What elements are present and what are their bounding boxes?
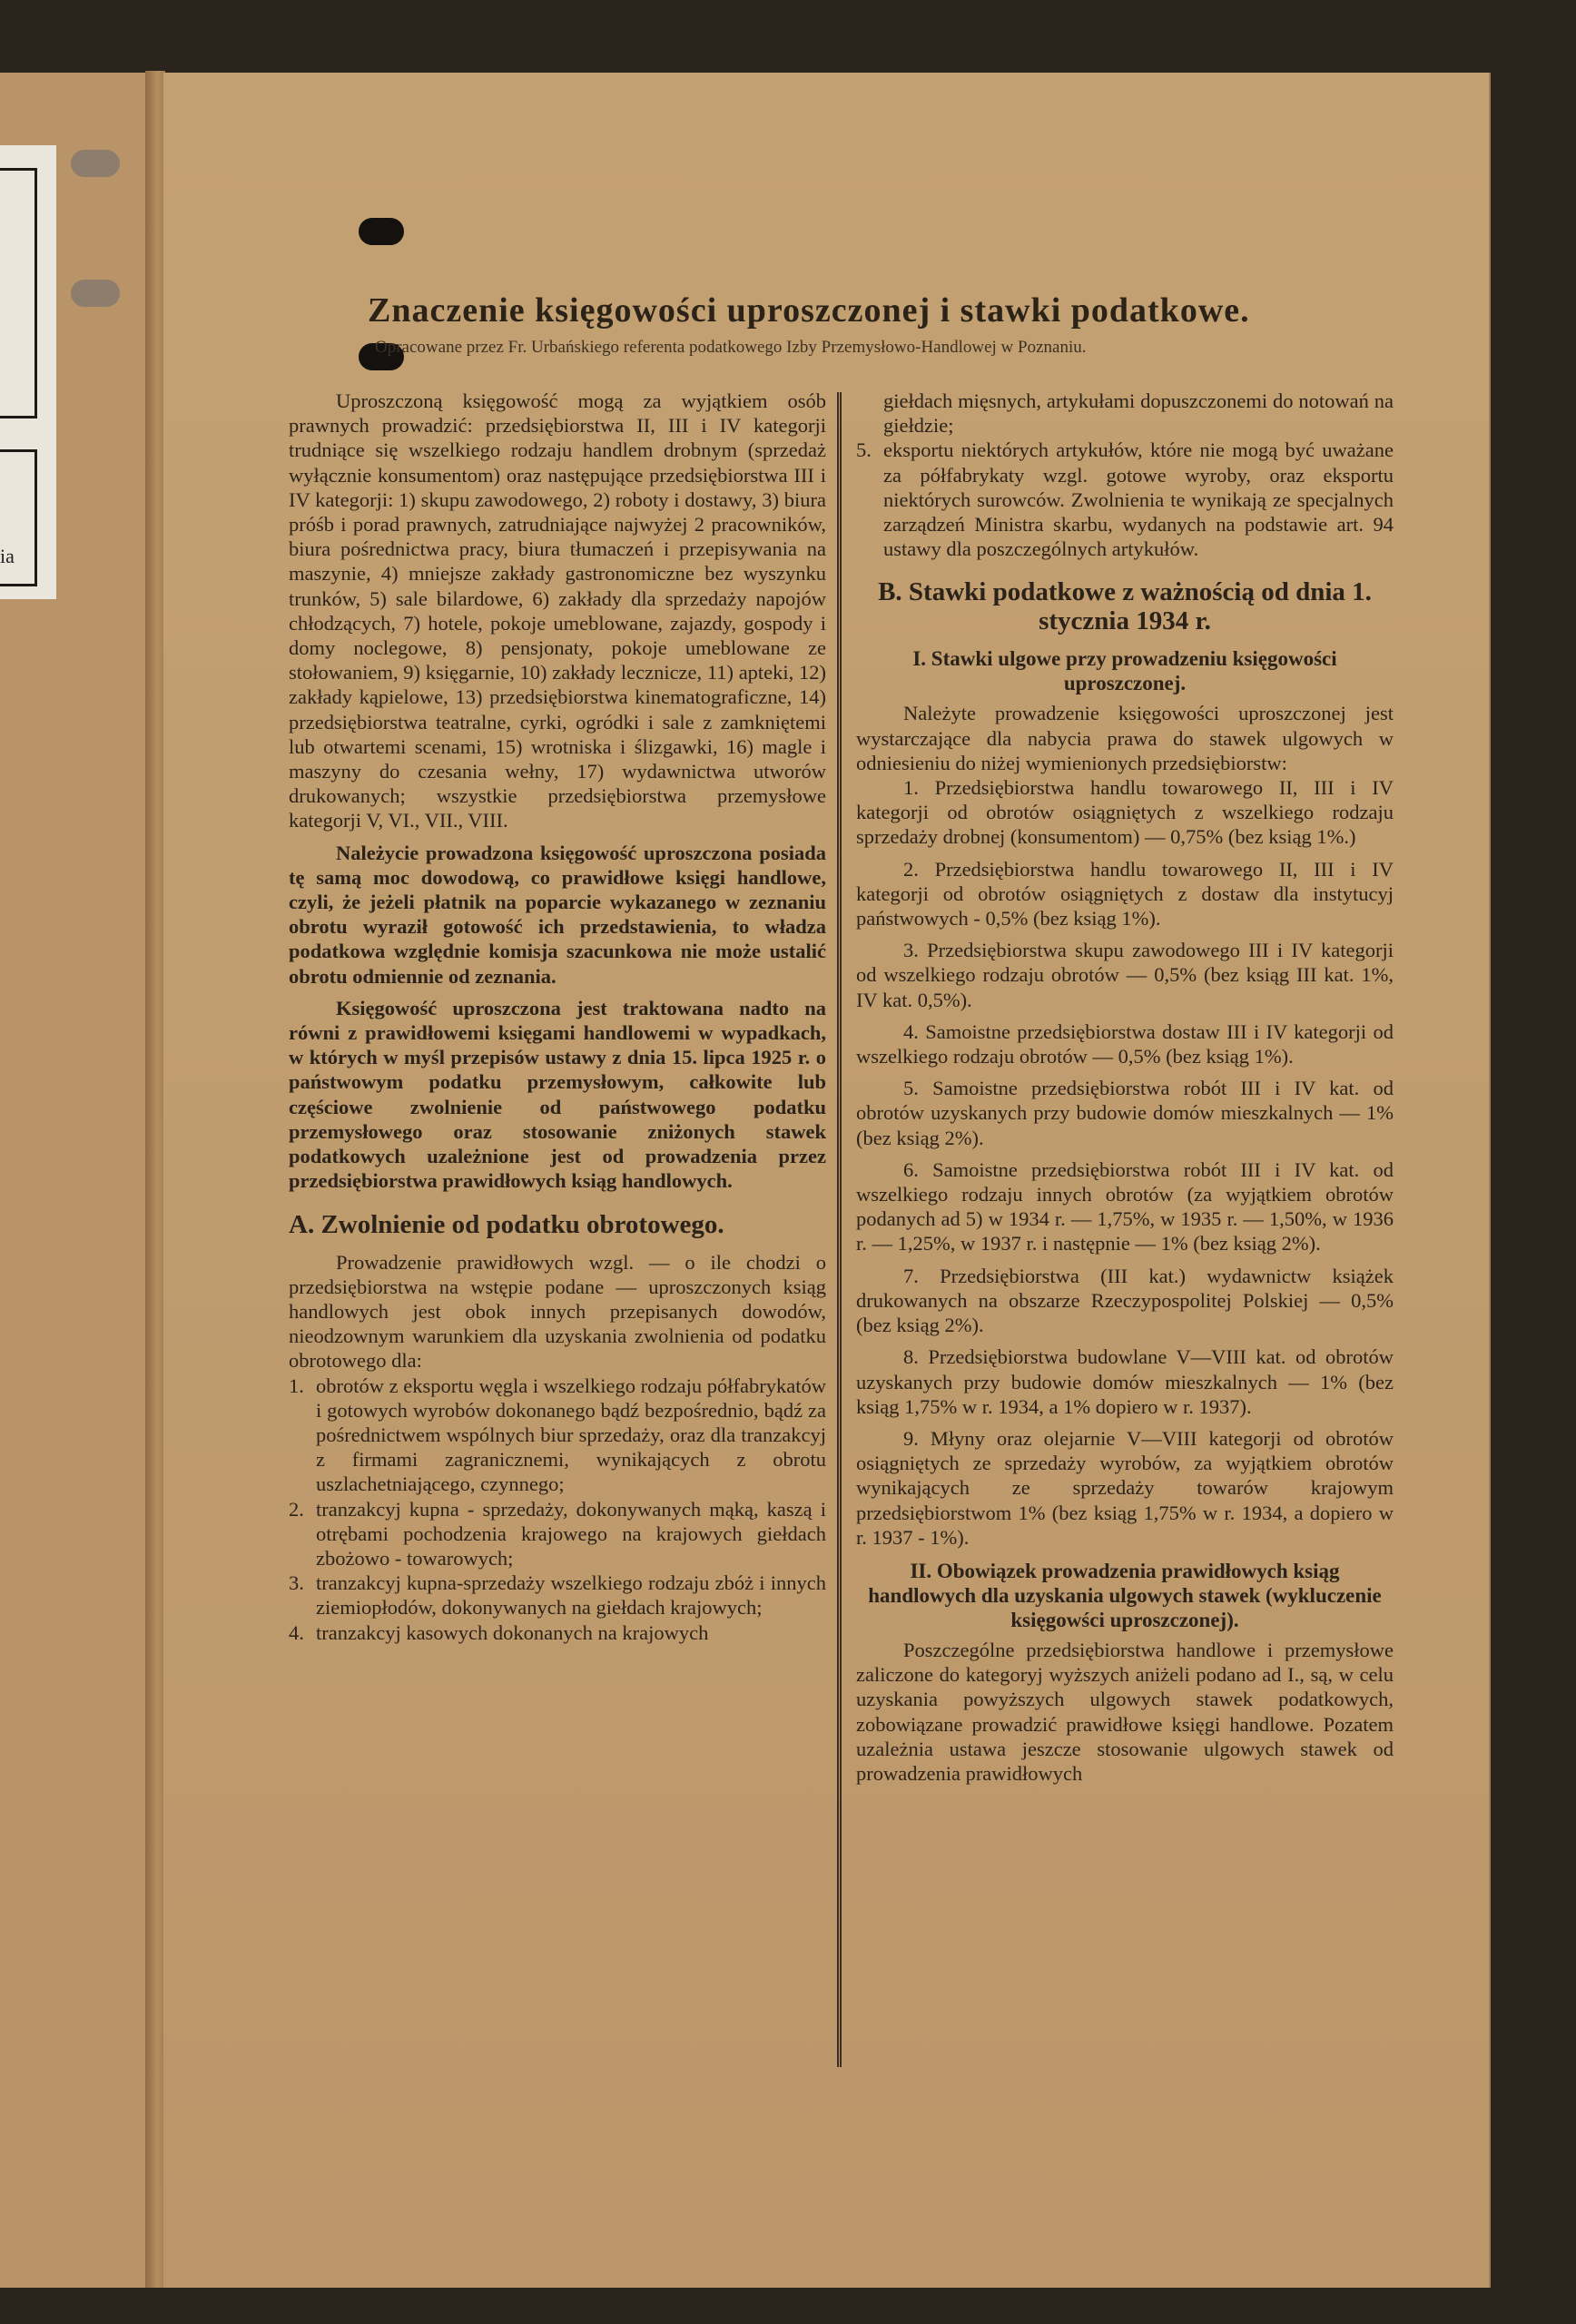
list-text: tranzakcyj kupna - sprzedaży, dokonywanych mąką, kaszą i otrębami pochodzenia krajowego na krajowych giełdach zbożowo - towarowych;: [316, 1497, 826, 1570]
paragraph-bold: Należycie prowadzona księgowość uproszczona posiada tę samą moc dowodową, co prawidłowe księgi handlowe, czyli, że jeżeli płatnik na poparcie wykazanego w zeznaniu obrotu wyraził gotowość ich przedstawienia, to władza podatkowa względnie komisja szacunkowa nie może ustalić obrotu odmiennie od zeznania.: [289, 841, 826, 988]
flap-box: [0, 168, 37, 419]
list-number: 4.: [289, 1620, 304, 1644]
list-text: eksportu niektórych artykułów, które nie mogą być uważane za półfabrykaty wzgl. gotowe wyroby, oraz eksportu niektórych surowców. Zwolnienia te wynikają ze specjalnych zarządzeń Ministra skarbu, wydanych na podstawie art. 94 ustawy dla poszczególnych artykułów.: [883, 438, 1394, 561]
list-item: [289, 1497, 826, 1571]
section-heading-b: B. Stawki podatkowe z ważnością od dnia 1. stycznia 1934 r.: [878, 577, 1372, 636]
paragraph-bold: Księgowość uproszczona jest traktowana nadto na równi z prawidłowemi księgami handlowemi w wypadkach, w których w myśl przepisów ustawy z dnia 15. lipca 1925 r. o państwowym podatku przemysłowym, całkowite lub częściowe zwolnienie od państwowego podatku przemysłowego oraz stosowanie zniżonych stawek podatkowych uzależnione jest od prowadzenia przez przedsiębiorstwa prawidłowych ksiąg handlowych.: [289, 996, 826, 1193]
list-text: obrotów z eksportu węgla i wszelkiego rodzaju półfabrykatów i gotowych wyrobów dokonanego bądź bezpośrednio, bądź za pośrednictwem wspólnych biur sprzedaży, oraz dla tranzakcyj z firmami zagranicznemi, wynikających z obrotu uszlachetniającego, czynnego;: [316, 1374, 826, 1496]
paragraph: Poszczególne przedsiębiorstwa handlowe i przemysłowe zaliczone do kategoryj wyższych aniżeli podano ad I., są, w celu uzyskania powyższych ulgowych stawek podatkowych, zobowiązane prowadzić prawidłowe księgi handlowe. Pozatem uzależnia ustawa jeszcze stosowanie ulgowych stawek od prowadzenia prawidłowych: [856, 1638, 1394, 1785]
document-subtitle: Opracowane przez Fr. Urbańskiego referenta podatkowego Izby Przemysłowo-Handlowej w Poznaniu.: [375, 338, 1087, 357]
list-item: [289, 1571, 826, 1620]
section-heading-a: A. Zwolnienie od podatku obrotowego.: [289, 1209, 724, 1239]
list-text: tranzakcyj kasowych dokonanych na krajowych: [316, 1620, 709, 1644]
rate-item: 1. Przedsiębiorstwa handlu towarowego II, III i IV kategorji od obrotów osiągniętych z wszelkiego rodzaju sprzedaży drobnej (konsumentom) — 0,75% (bez ksiąg 1%.): [856, 776, 1394, 849]
list-number: 3.: [289, 1571, 304, 1595]
flap-text: ia: [0, 545, 15, 567]
rate-item: 9. Młyny oraz olejarnie V—VIII kategorji od obrotów osiągniętych ze sprzedaży wyrobów, za wyjątkiem obrotów wynikających ze sprzedaży towarów krajowym przedsiębiorstwom 1% (bez ksiąg 1,75% w r. 1934, a dopiero w r. 1937 - 1%).: [856, 1426, 1394, 1549]
list-number: 5.: [856, 438, 872, 462]
list-text: tranzakcyj kupna-sprzedaży wszelkiego rodzaju zbóż i innych ziemiopłodów, dokonywanych na giełdach krajowych;: [316, 1571, 826, 1620]
paragraph: Należyte prowadzenie księgowości uproszczonej jest wystarczające dla nabycia prawa do stawek ulgowych w odniesieniu do niżej wymienionych przedsiębiorstw:: [856, 702, 1394, 774]
binding-spine: [145, 71, 165, 2288]
right-column: [856, 389, 1394, 1786]
exemption-list: [289, 1374, 826, 1645]
punch-hole: [71, 150, 120, 177]
rate-item: 6. Samoistne przedsiębiorstwa robót III i IV kat. od wszelkiego rodzaju innych obrotów (za wyjątkiem obrotów podanych ad 5) w 1934 r. — 1,75%, w 1935 r. — 1,50%, w 1936 r. — 1,25%, w 1937 r. i następnie — 1% (bez ksiąg 2%).: [856, 1157, 1394, 1256]
paragraph-continued: giełdach mięsnych, artykułami dopuszczonemi do notowań na giełdzie;: [883, 389, 1394, 438]
punch-hole: [359, 218, 404, 245]
rate-item: 8. Przedsiębiorstwa budowlane V—VIII kat. od obrotów uzyskanych przy budowie domów mieszkalnych — 1% (bez ksiąg 1,75% w r. 1934, a 1% dopiero w r. 1937).: [856, 1345, 1394, 1418]
punch-hole: [71, 280, 120, 307]
rate-item: 7. Przedsiębiorstwa (III kat.) wydawnictw książek drukowanych na obszarze Rzeczypospolitej Polskiej — 0,5% (bez ksiąg 2%).: [856, 1264, 1394, 1337]
exemption-list-continued: [856, 438, 1394, 561]
rate-item: 4. Samoistne przedsiębiorstwa dostaw III i IV kategorji od wszelkiego rodzaju obrotów — 0,5% (bez ksiąg 1%).: [856, 1019, 1394, 1068]
rate-item: 5. Samoistne przedsiębiorstwa robót III i IV kat. od obrotów uzyskanych przy budowie domów mieszkalnych — 1% (bez ksiąg 2%).: [856, 1077, 1394, 1149]
document-title: Znaczenie księgowości uproszczonej i stawki podatkowe.: [368, 291, 1250, 330]
column-divider: [837, 392, 842, 2067]
left-column: [289, 389, 826, 1645]
list-item: [856, 438, 1394, 561]
list-number: 2.: [289, 1497, 304, 1521]
rate-item: 2. Przedsiębiorstwa handlu towarowego II, III i IV kategorji od obrotów osiągniętych z dostaw dla instytucyj państwowych - 0,5% (bez ksiąg 1%).: [856, 857, 1394, 931]
list-item: [289, 1374, 826, 1497]
subsection-heading-1: I. Stawki ulgowe przy prowadzeniu księgowości uproszczonej.: [912, 647, 1337, 695]
paragraph: Uproszczoną księgowość mogą za wyjątkiem osób prawnych prowadzić: przedsiębiorstwa II, III i IV kategorji trudniące się wszelkiego rodzaju handlem drobnym (sprzedaż wyłącznie konsumentom) oraz następujące przedsiębiorstwa III i IV kategorji: 1) skupu zawodowego, 2) roboty i dostawy, 3) biura próśb i porad prawnych, zatrudniające najwyżej 2 pracowników, biura pośrednictwa pracy, biura tłumaczeń i przepisywania na maszynie, 4) mniejsze zakłady gastronomiczne bez wyszynku trunków, 5) sale bilardowe, 6) zakłady dla sprzedaży napojów chłodzących, 7) hotele, pokoje umeblowane, zajazdy, gospody i domy noclegowe, 8) pensjonaty, pokoje umeblowane ze stołowaniem, 9) księgarnie, 10) zakłady lecznicze, 11) apteki, 12) zakłady kąpielowe, 13) przedsiębiorstwa kinematograficzne, 14) przedsiębiorstwa teatralne, cyrki, ogródki i sale z zamkniętemi lub otwartemi scenami, 15) wrotniska i ślizgawki, 16) magle i maszyny do czesania wełny, 17) wydawnictwa utworów drukowanych; wszystkie przedsiębiorstwa przemysłowe kategorji V, VI., VII., VIII.: [289, 389, 826, 832]
paragraph: Prowadzenie prawidłowych wzgl. — o ile chodzi o przedsiębiorstwa na wstępie podane — uproszczonych ksiąg handlowych jest obok innych przepisanych dowodów, nieodzownym warunkiem dla uzyskania zwolnienia od podatku obrotowego dla:: [289, 1250, 826, 1373]
rate-item: 3. Przedsiębiorstwa skupu zawodowego III i IV kategorji od wszelkiego rodzaju obrotów — 0,5% (bez ksiąg III kat. 1%, IV kat. 0,5%).: [856, 939, 1394, 1011]
subsection-heading-2: II. Obowiązek prowadzenia prawidłowych ksiąg handlowych dla uzyskania ulgowych stawek (wykluczenie księgowści uproszczonej).: [868, 1559, 1382, 1631]
list-number: 1.: [289, 1374, 304, 1397]
list-item: [289, 1620, 826, 1645]
